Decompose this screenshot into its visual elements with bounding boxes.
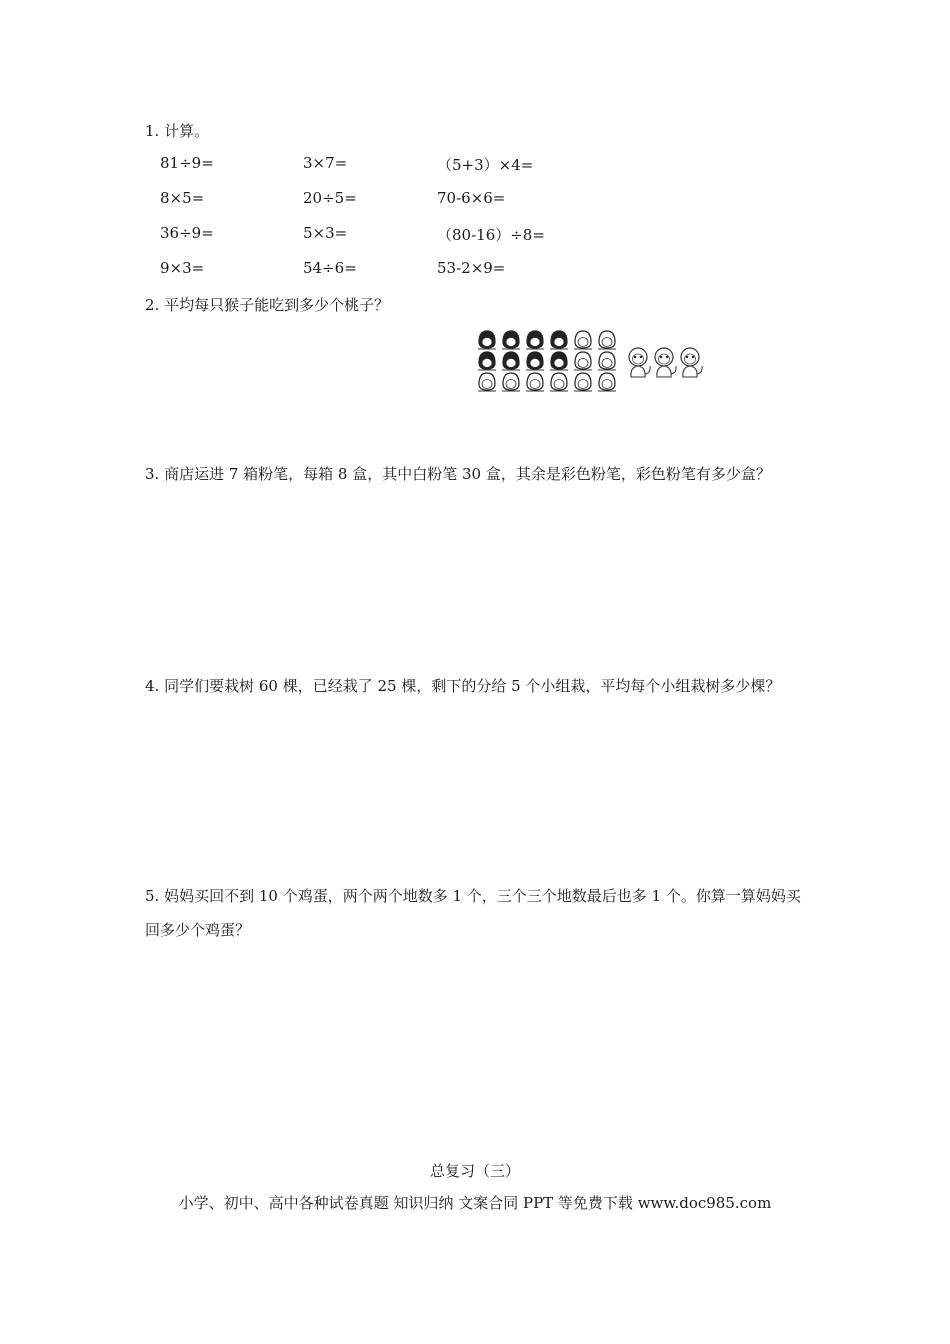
monkey-icon	[629, 348, 650, 377]
calc-item: 53-2×9=	[437, 259, 506, 277]
peach-icon	[526, 373, 544, 391]
calc-item: 20÷5=	[303, 189, 357, 207]
calc-item: 54÷6=	[303, 259, 357, 277]
peach-icon	[574, 373, 592, 391]
question-1-title: 1. 计算。	[145, 122, 210, 140]
footer-line: 小学、初中、高中各种试卷真题 知识归纳 文案合同 PPT 等免费下载 www.doc985.com	[178, 1194, 772, 1212]
monkey-group	[629, 348, 702, 377]
peach-icon	[598, 352, 616, 370]
peach-icon	[598, 373, 616, 391]
peach-icon	[478, 373, 496, 391]
monkey-icon	[655, 348, 676, 377]
question-5-text: 5. 妈妈买回不到 10 个鸡蛋，两个两个地数多 1 个，三个三个地数最后也多 1 个。你算一算妈妈买回多少个鸡蛋？	[145, 887, 801, 939]
calc-item: 9×3=	[160, 259, 205, 277]
question-2-title: 2. 平均每只猴子能吃到多少个桃子？	[145, 296, 390, 314]
peach-icon	[526, 352, 544, 370]
footer-title: 总复习（三）	[429, 1162, 520, 1180]
calc-item: （80-16）÷8=	[437, 226, 545, 244]
calc-item: 5×3=	[303, 224, 348, 242]
peach-icon	[550, 352, 568, 370]
calc-item: 81÷9=	[160, 154, 214, 172]
peaches-monkeys-figure	[476, 330, 711, 394]
peach-icon	[550, 331, 568, 349]
peach-icon	[502, 331, 520, 349]
calc-item: 8×5=	[160, 189, 205, 207]
peach-icon	[478, 331, 496, 349]
peach-icon	[574, 331, 592, 349]
calc-item: 36÷9=	[160, 224, 214, 242]
peach-group	[478, 331, 616, 391]
peach-icon	[502, 352, 520, 370]
question-3-text: 3. 商店运进 7 箱粉笔，每箱 8 盒，其中白粉笔 30 盒，其余是彩色粉笔，彩色粉笔有多少盒？	[145, 465, 771, 483]
question-4-text: 4. 同学们要栽树 60 棵，已经栽了 25 棵，剩下的分给 5 个小组栽，平均每个小组栽树多少棵？	[145, 677, 781, 695]
peach-icon	[574, 352, 592, 370]
calc-item: （5+3）×4=	[437, 156, 534, 174]
calc-item: 70-6×6=	[437, 189, 506, 207]
peach-icon	[502, 373, 520, 391]
peach-icon	[550, 373, 568, 391]
peach-icon	[478, 352, 496, 370]
calc-item: 3×7=	[303, 154, 348, 172]
peach-icon	[526, 331, 544, 349]
peach-icon	[598, 331, 616, 349]
monkey-icon	[681, 348, 702, 377]
